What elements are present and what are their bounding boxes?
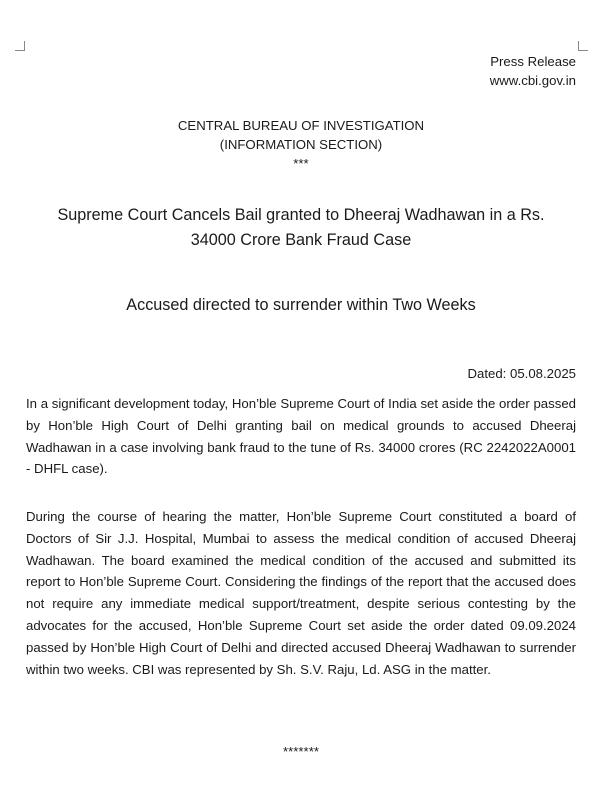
headline-line-1: Supreme Court Cancels Bail granted to Dheeraj Wadhawan in a Rs.: [57, 206, 545, 224]
headline-line-2: 34000 Crore Bank Fraud Case: [190, 231, 412, 249]
press-release-label: Press Release: [490, 54, 576, 69]
agency-name: CENTRAL BUREAU OF INVESTIGATION: [177, 118, 425, 133]
agency-separator: ***: [293, 156, 309, 171]
website-url: www.cbi.gov.in: [489, 73, 576, 88]
subheadline: Accused directed to surrender within Two Weeks: [126, 296, 476, 314]
agency-block: [0, 116, 602, 173]
end-mark: *******: [283, 744, 319, 759]
crop-mark-top-right: [578, 41, 588, 51]
crop-mark-top-left: [15, 41, 25, 51]
paragraph-2: During the course of hearing the matter, Hon’ble Supreme Court constituted a board of Doctors of Sir J.J. Hospital, Mumbai to assess the medical condition of accused Dheeraj Wadhawan. The board examined the medical condition of the accused and submitted its report to Hon’ble Supreme Court. Considering the findings of the report that the accused does not require any immediate medical support/treatment, despite serious contesting by the advocates for the accused, Hon’ble Supreme Court set aside the order dated 09.09.2024 passed by Hon’ble High Court of Delhi and directed accused Dheeraj Wadhawan to surrender within two weeks. CBI was represented by Sh. S.V. Raju, Ld. ASG in the matter.: [26, 509, 576, 677]
headline: [40, 203, 562, 253]
press-release-header: [490, 52, 576, 90]
release-date: Dated: 05.08.2025: [467, 366, 576, 381]
paragraph-1: In a significant development today, Hon’ble Supreme Court of India set aside the order passed by Hon’ble High Court of Delhi granting bail on medical grounds to accused Dheeraj Wadhawan in a case involving bank fraud to the tune of Rs. 34000 crores (RC 2242022A0001 - DHFL case).: [26, 396, 576, 477]
agency-section: (INFORMATION SECTION): [219, 137, 383, 152]
